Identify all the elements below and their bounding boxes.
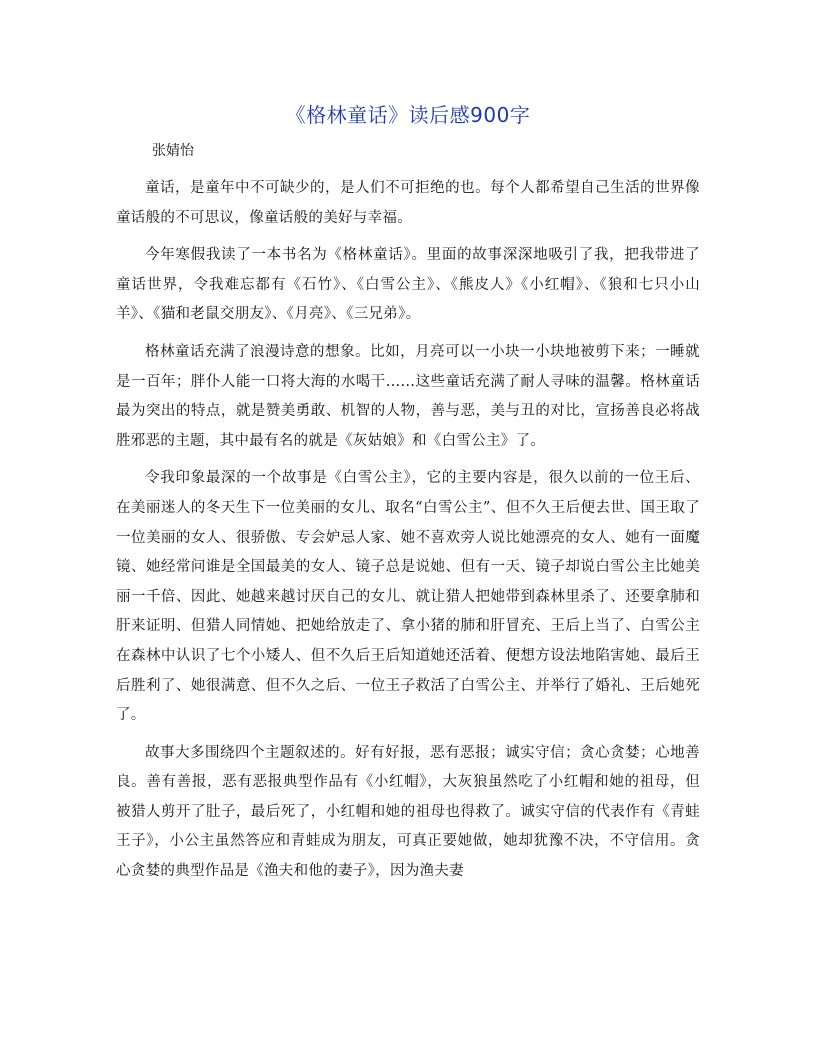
essay-body bbox=[116, 174, 700, 895]
paragraph-2: 今年寒假我读了一本书名为《格林童话》。里面的故事深深地吸引了我，把我带进了童话世界，令我难忘都有《石竹》、《白雪公主》、《熊皮人》《小红帽》、《狼和七只小山羊》、《猫和老鼠交朋友》、《月亮》、《三兄弟》。 bbox=[116, 247, 700, 323]
paragraph-3: 格林童话充满了浪漫诗意的想象。比如，月亮可以一小块一小块地被剪下来；一睡就是一百年；胖仆人能一口将大海的水喝干……这些童话充满了耐人寻味的温馨。格林童话最为突出的特点，就是赞美勇敢、机智的人物，善与恶，美与丑的对比，宣扬善良必将战胜邪恶的主题，其中最有名的就是《灰姑娘》和《白雪公主》了。 bbox=[116, 343, 700, 449]
paragraph-4: 令我印象最深的一个故事是《白雪公主》，它的主要内容是，很久以前的一位王后、在美丽迷人的冬天生下一位美丽的女儿、取名“白雪公主”、但不久王后便去世、国王取了一位美丽的女人、很骄傲、专会妒忌人家、她不喜欢旁人说比她漂亮的女人、她有一面魔镜、她经常问谁是全国最美的女人、镜子总是说她、但有一天、镜子却说白雪公主比她美丽一千倍、因此、她越来越讨厌自己的女儿、就让猎人把她带到森林里杀了、还要拿肺和肝来证明、但猎人同情她、把她给放走了、拿小猪的肺和肝冒充、王后上当了、白雪公主在森林中认识了七个小矮人、但不久后王后知道她还活着、便想方设法地陷害她、最后王后胜利了、她很满意、但不久之后、一位王子救活了白雪公主、并举行了婚礼、王后她死了。 bbox=[116, 470, 700, 724]
author-name: 张婧怡 bbox=[152, 143, 194, 159]
paragraph-5: 故事大多围绕四个主题叙述的。好有好报，恶有恶报；诚实守信；贪心贪婪；心地善良。善有善报，恶有恶报典型作品有《小红帽》，大灰狼虽然吃了小红帽和她的祖母，但被猎人剪开了肚子，最后死了，小红帽和她的祖母也得救了。诚实守信的代表作有《青蛙王子》，小公主虽然答应和青蛙成为朋友，可真正要她做，她却犹豫不决，不守信用。贪心贪婪的典型作品是《渔夫和他的妻子》，因为渔夫妻 bbox=[116, 744, 700, 880]
document-title: 《格林童话》读后感900字 bbox=[285, 103, 531, 127]
paragraph-1: 童话，是童年中不可缺少的，是人们不可拒绝的也。每个人都希望自己生活的世界像童话般的不可思议，像童话般的美好与幸福。 bbox=[116, 180, 700, 226]
